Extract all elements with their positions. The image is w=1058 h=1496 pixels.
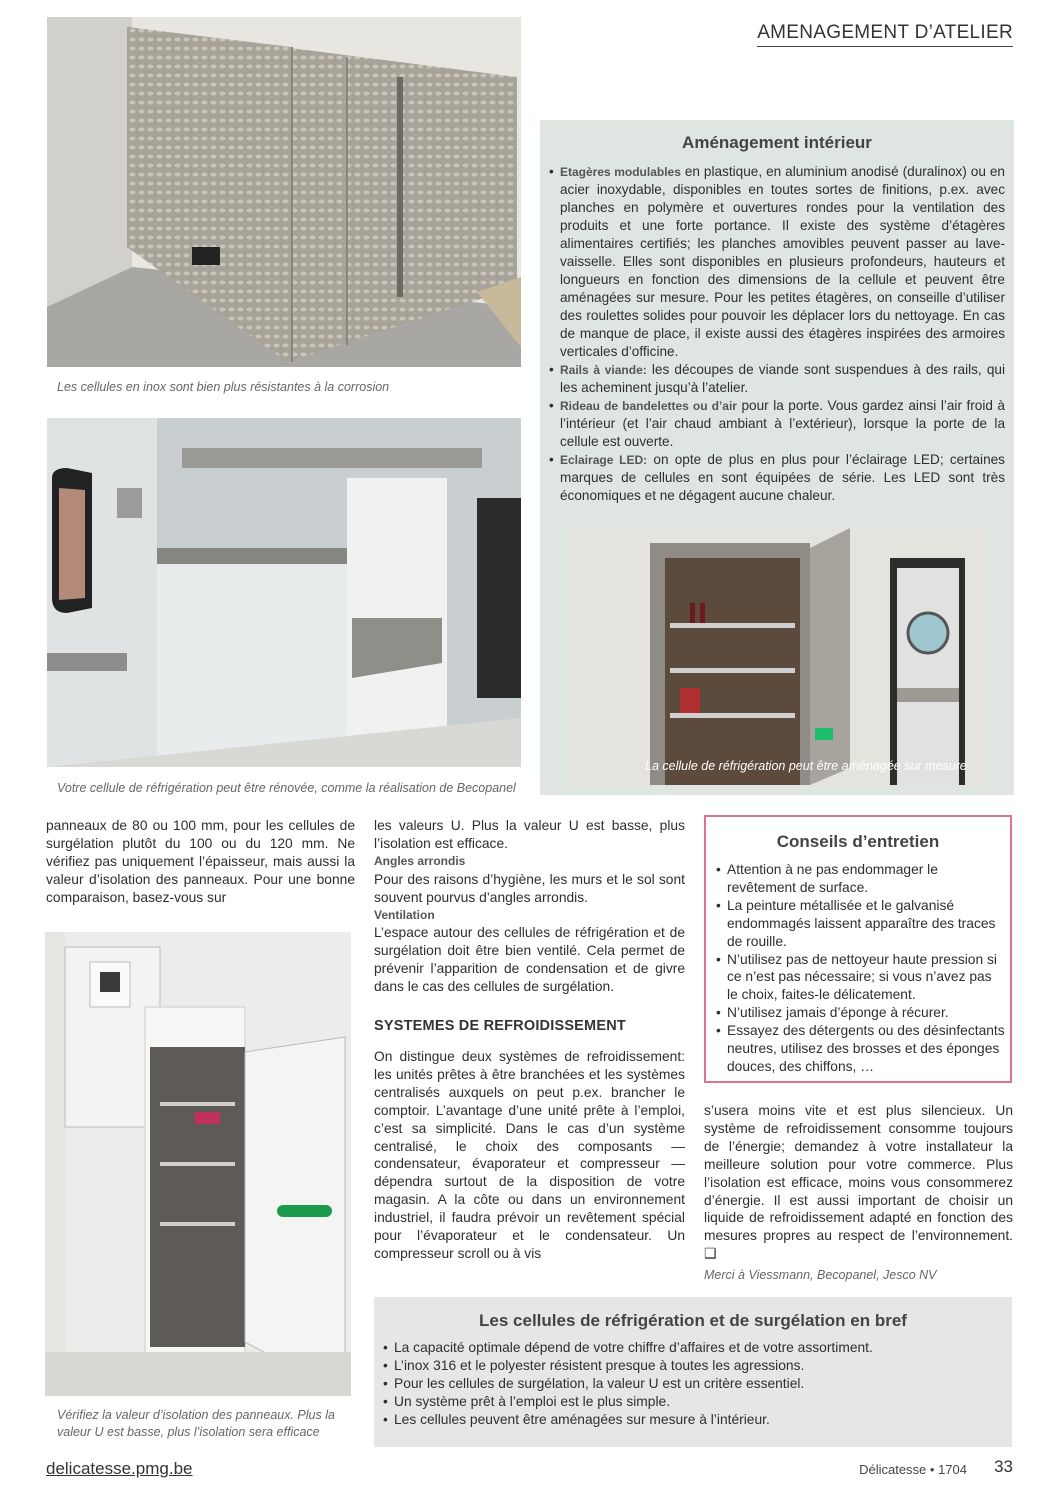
conseils-item: • Essayez des détergents ou des désinfectants neutres, utilisez des brosses et des éponges douces, des chiffons, … (716, 1022, 1006, 1076)
photo-renovated-cell (47, 418, 521, 767)
photo-interior-shelving (570, 528, 983, 785)
footer-magazine: Délicatesse • 1704 (859, 1462, 967, 1477)
page-number: 33 (994, 1457, 1013, 1476)
amenagement-item: • Rails à viande: les découpes de viande sont suspendues à des rails, qui les acheminent jusqu’à l’atelier. (549, 361, 1005, 397)
column2-text (374, 817, 685, 1263)
conseils-list (716, 861, 1006, 1076)
paragraph: L’espace autour des cellules de réfrigération et de surgélation doit être bien ventilé. Cela permet de prévenir l’apparition de condensation et de givre dans le cas des cellules de surgélation. (374, 925, 685, 995)
enbref-item: • La capacité optimale dépend de votre chiffre d’affaires et de votre assortiment. (383, 1339, 1003, 1357)
amenagement-item: • Rideau de bandelettes ou d’air pour la porte. Vous gardez ainsi l’air froid à l’intérieur (et l’air chaud ambiant à l’extérieur), lorsque la porte de la cellule est ouverte. (549, 397, 1005, 451)
photo1-caption: Les cellules en inox sont bien plus résistantes à la corrosion (57, 380, 390, 394)
enbref-list (383, 1339, 1003, 1429)
footer-website-link[interactable]: delicatesse.pmg.be (46, 1459, 193, 1478)
paragraph: s’usera moins vite et est plus silencieux. Un système de refroidissement consomme toujours de l’énergie; demandez à votre installateur la meilleure solution pour votre commerce. Plus l’isolation est efficace, moins vous consommerez d’énergie. Il est aussi important de choisir un liquide de refroidissement adapté en fonction des mesures propres au respect de l’environnement. ❑ (704, 1103, 1013, 1262)
amenagement-item: • Eclairage LED: on opte de plus en plus pour l’éclairage LED; certaines marques de cellules en sont équipées de série. Les LED sont très économiques et ne dégagent aucune chaleur. (549, 451, 1005, 505)
column1-text (46, 817, 355, 907)
amenagement-list (549, 163, 1005, 505)
photo2-caption: Votre cellule de réfrigération peut être rénovée, comme la réalisation de Becopanel (57, 781, 516, 795)
section-title: AMENAGEMENT D’ATELIER (757, 22, 1013, 47)
amenagement-title: Aménagement intérieur (682, 133, 872, 152)
column3-text (704, 1102, 1013, 1263)
enbref-title: Les cellules de réfrigération et de surgélation en bref (479, 1311, 907, 1330)
enbref-item: • Un système prêt à l’emploi est le plus simple. (383, 1393, 1003, 1411)
conseils-item: • N’utilisez jamais d’éponge à récurer. (716, 1004, 1006, 1022)
heading-refroidissement: SYSTEMES DE REFROIDISSEMENT (374, 1018, 626, 1035)
end-mark: ❑ (704, 1246, 717, 1262)
enbref-item: • Les cellules peuvent être aménagées sur mesure à l’intérieur. (383, 1411, 1003, 1429)
enbref-item: • Pour les cellules de surgélation, la valeur U est un critère essentiel. (383, 1375, 1003, 1393)
conseils-title: Conseils d’entretien (776, 832, 940, 851)
photo4-caption: Vérifiez la valeur d’isolation des panneaux. Plus la valeur U est basse, plus l’isolation sera efficace (57, 1408, 335, 1439)
subhead-angles: Angles arrondis (374, 853, 466, 868)
conseils-item: • Attention à ne pas endommager le revêtement de surface. (716, 861, 1006, 897)
conseils-item: • N’utilisez pas de nettoyeur haute pression si ce n’est pas nécessaire; si vous n’avez pas le choix, faites-le délicatement. (716, 951, 1006, 1005)
subhead-ventilation: Ventilation (374, 907, 435, 922)
paragraph: panneaux de 80 ou 100 mm, pour les cellules de surgélation plutôt du 100 ou du 120 mm. Ne vérifiez pas uniquement l’épaisseur, mais aussi la valeur d’isolation des panneaux. Pour une bonne comparaison, basez-vous sur (46, 818, 355, 905)
paragraph: les valeurs U. Plus la valeur U est basse, plus l’isolation est efficace. (374, 818, 685, 851)
credits: Merci à Viessmann, Becopanel, Jesco NV (704, 1268, 937, 1282)
paragraph: Pour des raisons d’hygiène, les murs et le sol sont souvent pourvus d’angles arrondis. (374, 871, 685, 905)
amenagement-item: • Etagères modulables en plastique, en aluminium anodisé (duralinox) ou en acier inoxydable, disponibles en toutes sortes de finitions, p.ex. avec planches en polymère et ouvertures rondes pour la ventilation des produits et une forte portance. Il existe des système d’étagères alimentaires certifiés; les planches amovibles peuvent passer au lave-vaisselle. Elles sont disponibles en plusieurs profondeurs, hauteurs et longueurs en fonction des dimensions de la cellule et peuvent être aménagées sur mesure. Pour les petites étagères, on conseille d’utiliser des roulettes solides pour pouvoir les déplacer lors du nettoyage. En cas de manque de place, il existe aussi des étagères inspirées des armoires verticales d’officine. (549, 163, 1005, 361)
paragraph: On distingue deux systèmes de refroidissement: les unités prêtes à être branchées et les systèmes centralisés auxquels on peut p.ex. brancher le comptoir. L’avantage d’une unité prête à l’emploi, c’est sa simplicité. Dans le cas d’un système centralisé, le choix des composants — condensateur, évaporateur et compresseur — dépendra surtout de la disposition de votre magasin. A la côte ou dans un environnement industriel, il faudra prévoir un revêtement spécial pour l’évaporateur et le condensateur. Un compresseur scroll ou à vis (374, 1048, 685, 1261)
conseils-item: • La peinture métallisée et le galvanisé endommagés laissent apparaître des traces de rouille. (716, 897, 1006, 951)
photo-plugin-cell (45, 932, 351, 1396)
enbref-item: • L’inox 316 et le polyester résistent presque à toutes les agressions. (383, 1357, 1003, 1375)
photo-stainless-cell (47, 17, 521, 367)
photo3-caption: La cellule de réfrigération peut être aménagée sur mesure (645, 759, 967, 773)
